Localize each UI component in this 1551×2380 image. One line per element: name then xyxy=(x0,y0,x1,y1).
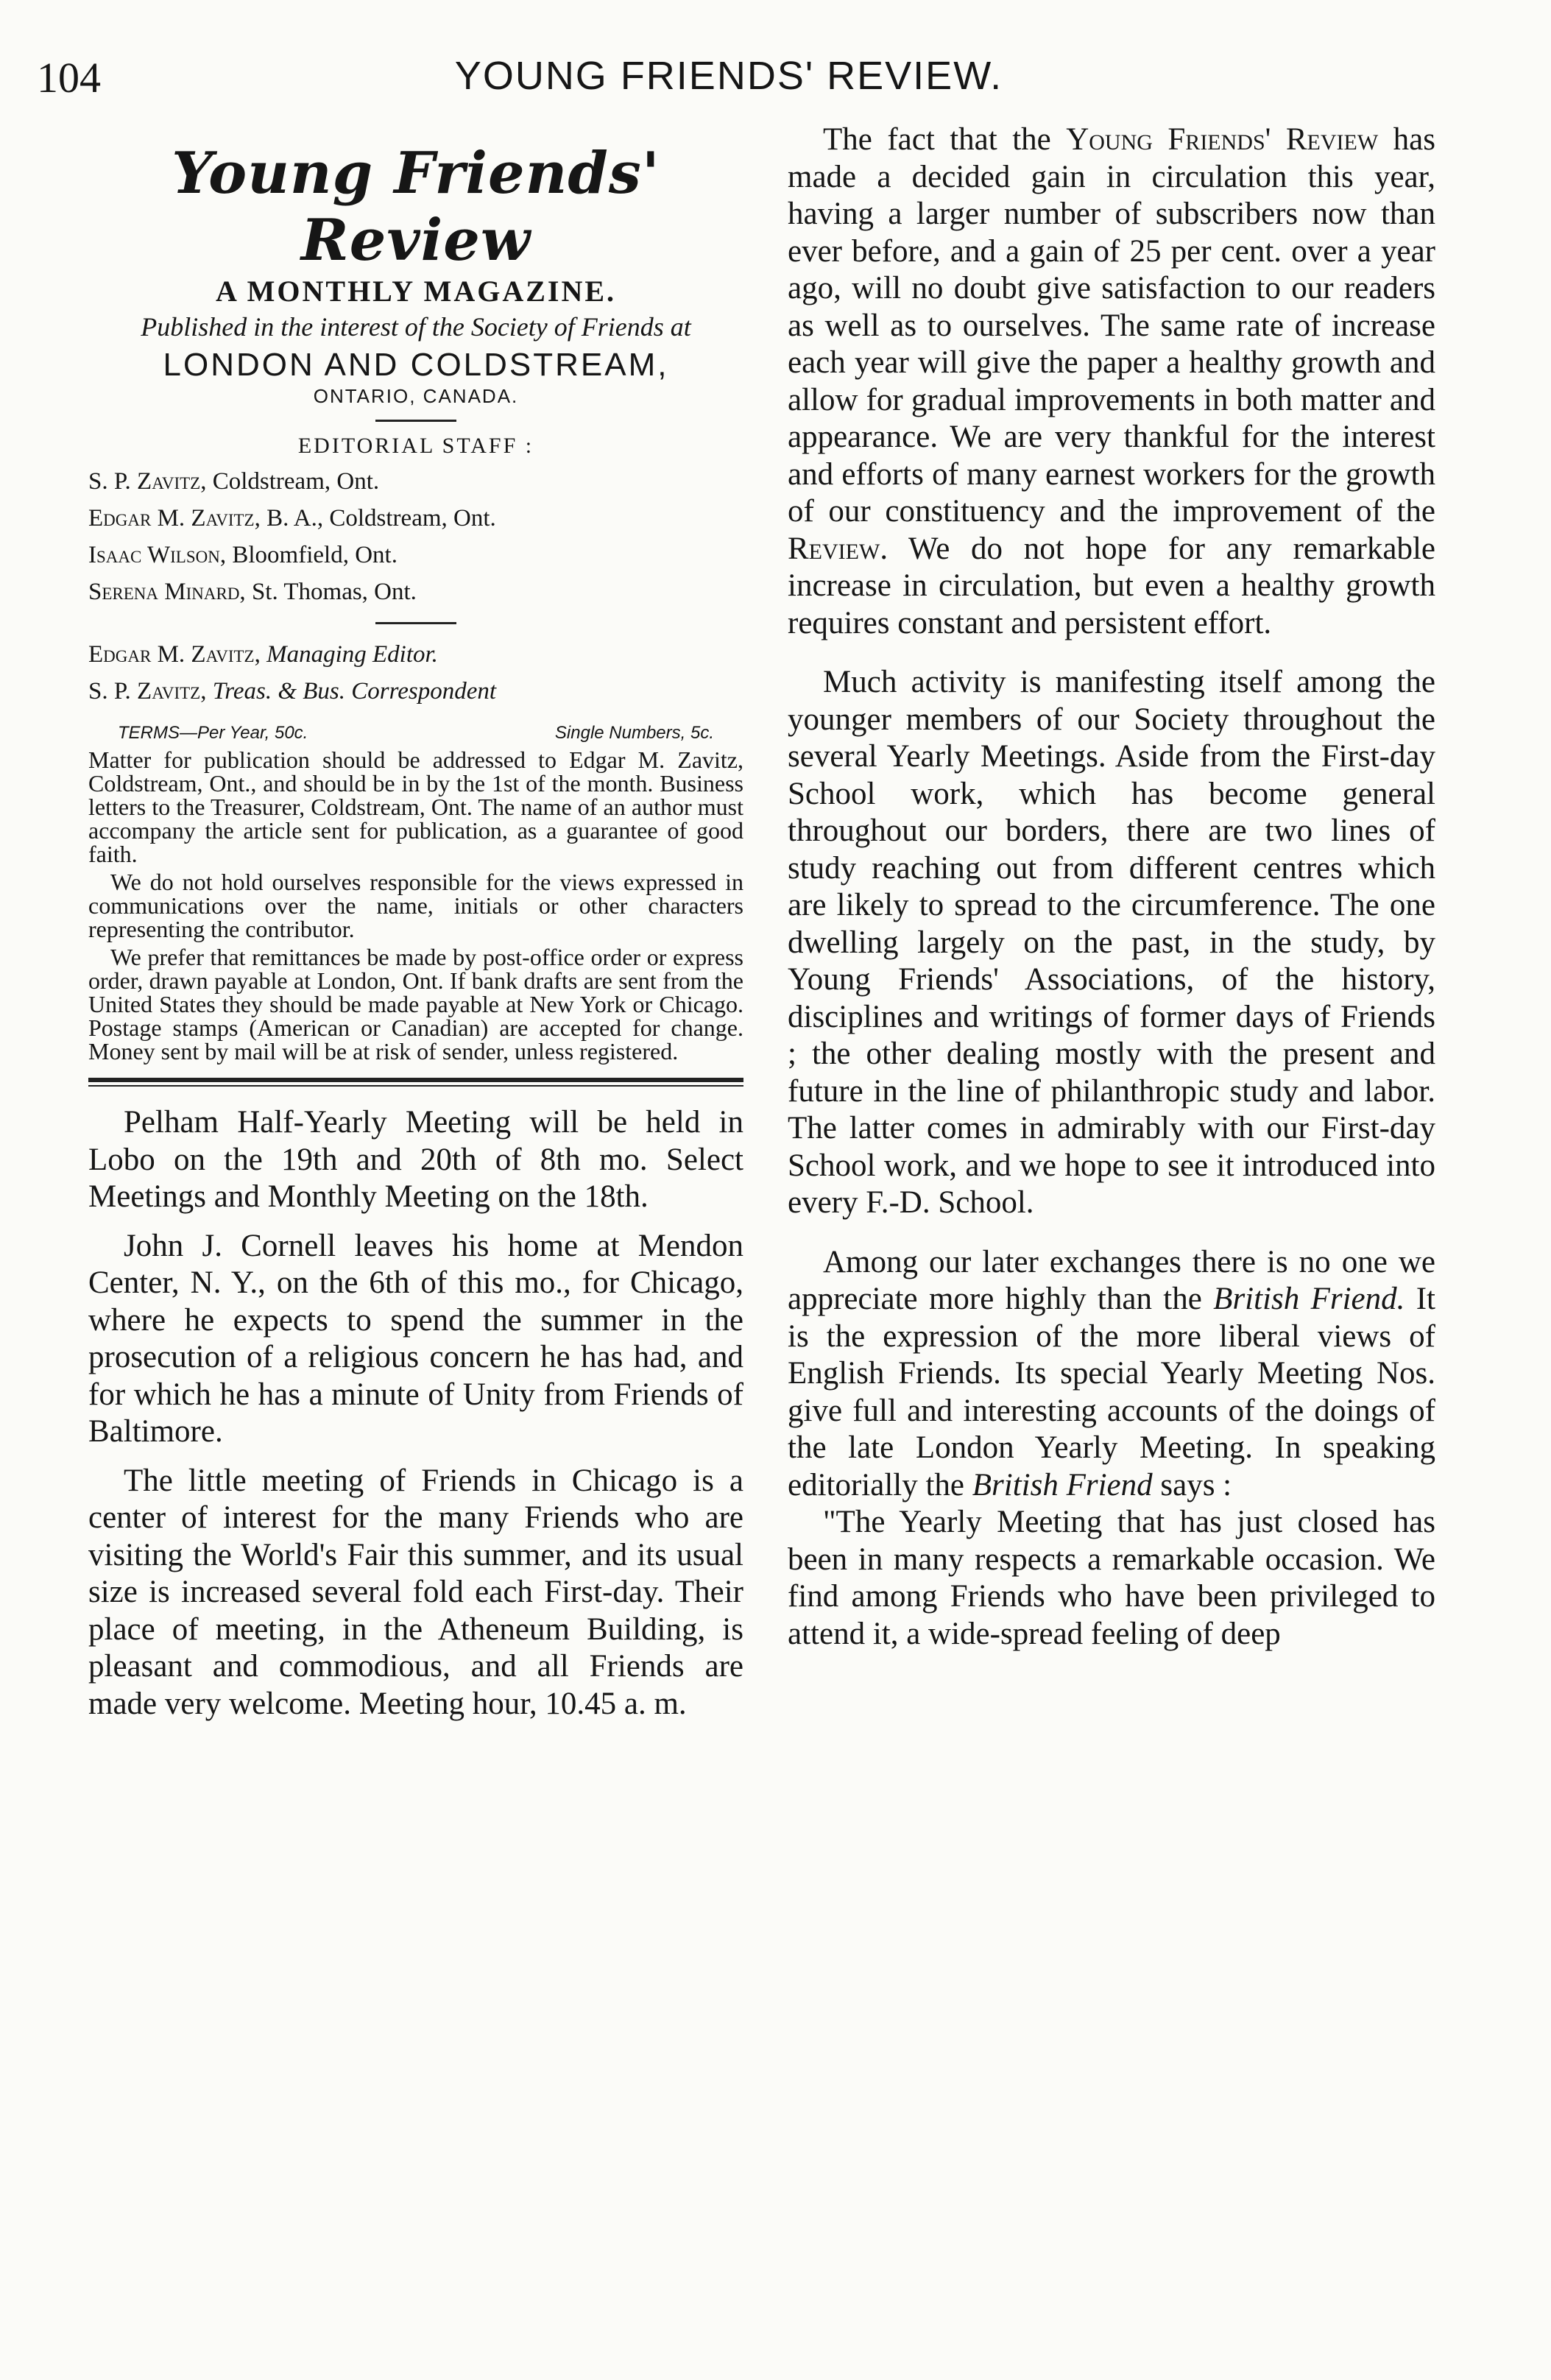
staff-member xyxy=(88,573,743,610)
article-paragraph xyxy=(788,121,1435,642)
staff-place: B. A., Coldstream, Ont. xyxy=(260,505,496,532)
staff-place: Bloomfield, Ont. xyxy=(226,542,398,568)
left-column xyxy=(88,133,743,1734)
terms-line xyxy=(88,723,743,744)
staff-member xyxy=(88,537,743,573)
staff-role: Managing Editor. xyxy=(260,641,438,668)
article-paragraph: Much activity is manifesting itself among the younger members of our Society throughout the several Yearly Meetings. Aside from the First-day School work, which has become general throughout our borders, there are two lines of study reaching out from different centres which are likely to spread to the circumference. The one dwelling largely on the past, in the study, by Young Friends' Associations, of the history, disciplines and writings of former days of Friends ; the other dealing mostly with the present and future in the line of philanthropic study and labor. The latter comes in admirably with our First-day School work, and we hope to see it introduced into every F.-D. School. xyxy=(788,665,1435,1220)
staff-member xyxy=(88,463,743,500)
staff-name: Edgar M. Zavitz, xyxy=(88,505,261,532)
notice-paragraph: Matter for publication should be addressed to Edgar M. Zavitz, Coldstream, Ont., and should be in by the 1st of the month. Business letters to the Treasurer, Coldstream, Ont. The name of an author must accompany the article sent for publication, as a guarantee of good faith. xyxy=(88,746,743,867)
text-run: has made a decided gain in circulation this year, having a larger number of subscribers now than ever before, and a gain of 25 per cent. over a year ago, will no doubt give satisfaction to our readers as well as to ourselves. The same rate of increase each year will give the paper a healthy growth and allow for gradual improvements in both matter and appearance. We are very thankful for the interest and efforts of many earnest workers for the growth of our constituency and the improvement of the xyxy=(788,122,1435,529)
article-paragraph xyxy=(788,1244,1435,1505)
staff-member xyxy=(88,500,743,537)
right-column xyxy=(788,121,1435,1653)
staff-name: S. P. Zavitz, xyxy=(88,468,207,495)
notice-paragraph: We do not hold ourselves responsible for the views expressed in communications over the name, initials or other characters representing the contributor. xyxy=(88,869,743,942)
published-line: Published in the interest of the Society of Friends at xyxy=(141,312,691,342)
divider xyxy=(375,622,456,624)
publication-place: LONDON AND COLDSTREAM, xyxy=(163,347,669,383)
page-header xyxy=(37,53,1421,112)
text-run: Among our later exchanges there is no one we appreciate more highly than the xyxy=(788,1244,1435,1316)
masthead-subtitle: A MONTHLY MAGAZINE. xyxy=(215,275,617,308)
treasurer xyxy=(88,673,743,710)
staff-role: Treas. & Bus. Correspondent xyxy=(206,678,497,705)
section-divider xyxy=(88,1078,743,1087)
publication-country: ONTARIO, CANADA. xyxy=(313,385,519,407)
text-run: . We do not hope for any remarkable increase in circulation, but even a healthy growth requires constant and persistent effort. xyxy=(788,531,1435,640)
page-number: 104 xyxy=(37,54,101,102)
terms-single: Single Numbers, 5c. xyxy=(554,723,714,743)
text-run: says : xyxy=(1152,1467,1232,1502)
staff-name: Isaac Wilson, xyxy=(88,542,227,568)
staff-name: Serena Minard, xyxy=(88,579,246,605)
staff-name: Edgar M. Zavitz, xyxy=(88,641,261,668)
notice-paragraph: We prefer that remittances be made by post-office order or express order, drawn payable at London, Ont. If bank drafts are sent from the United States they should be made payable at New York or Chicago. Postage stamps (American or Canadian) are accepted for change. Money sent by mail will be at risk of sender, unless registered. xyxy=(88,944,743,1064)
running-head: YOUNG FRIENDS' REVIEW. xyxy=(454,54,1003,98)
publication-name: Young Friends' Review xyxy=(1066,122,1379,157)
terms-price: TERMS—Per Year, 50c. xyxy=(118,723,308,743)
editorial-staff-label: EDITORIAL STAFF : xyxy=(297,434,534,458)
staff-place: St. Thomas, Ont. xyxy=(245,579,417,605)
publication-name: Review xyxy=(788,531,880,566)
managing-editor xyxy=(88,636,743,673)
article-paragraph: The little meeting of Friends in Chicago is a center of interest for the many Friends who are visiting the World's Fair this summer, and its usual size is increased several fold each First-day. Their place of meeting, in the Atheneum Building, is pleasant and commodious, and all Friends are made very welcome. Meeting hour, 10.45 a. m. xyxy=(88,1463,743,1721)
publication-name: British Friend xyxy=(972,1467,1153,1502)
divider xyxy=(375,420,456,422)
staff-place: Coldstream, Ont. xyxy=(206,468,380,495)
text-run: It is the expression of the more liberal views of English Friends. Its special Yearly Meeting Nos. give full and interesting accounts of the doings of the late London Yearly Meeting. In speaking editorially the xyxy=(788,1282,1435,1502)
text-run: The fact that the xyxy=(823,122,1067,157)
quotation-paragraph: "The Yearly Meeting that has just closed has been in many respects a remarkable occasion. We find among Friends who have been privileged to attend it, a wide-spread feeling of deep xyxy=(788,1505,1435,1651)
publication-name: British Friend. xyxy=(1213,1282,1405,1316)
article-paragraph: John J. Cornell leaves his home at Mendon Center, N. Y., on the 6th of this mo., for Chicago, where he expects to spend the summer in the prosecution of a religious concern he has had, and for which he has a minute of Unity from Friends of Baltimore. xyxy=(88,1228,743,1449)
article-paragraph: Pelham Half-Yearly Meeting will be held in Lobo on the 19th and 20th of 8th mo. Select Meetings and Monthly Meeting on the 18th. xyxy=(88,1105,743,1214)
masthead-title: Young Friends' Review xyxy=(172,140,660,274)
staff-name: S. P. Zavitz, xyxy=(88,678,207,705)
